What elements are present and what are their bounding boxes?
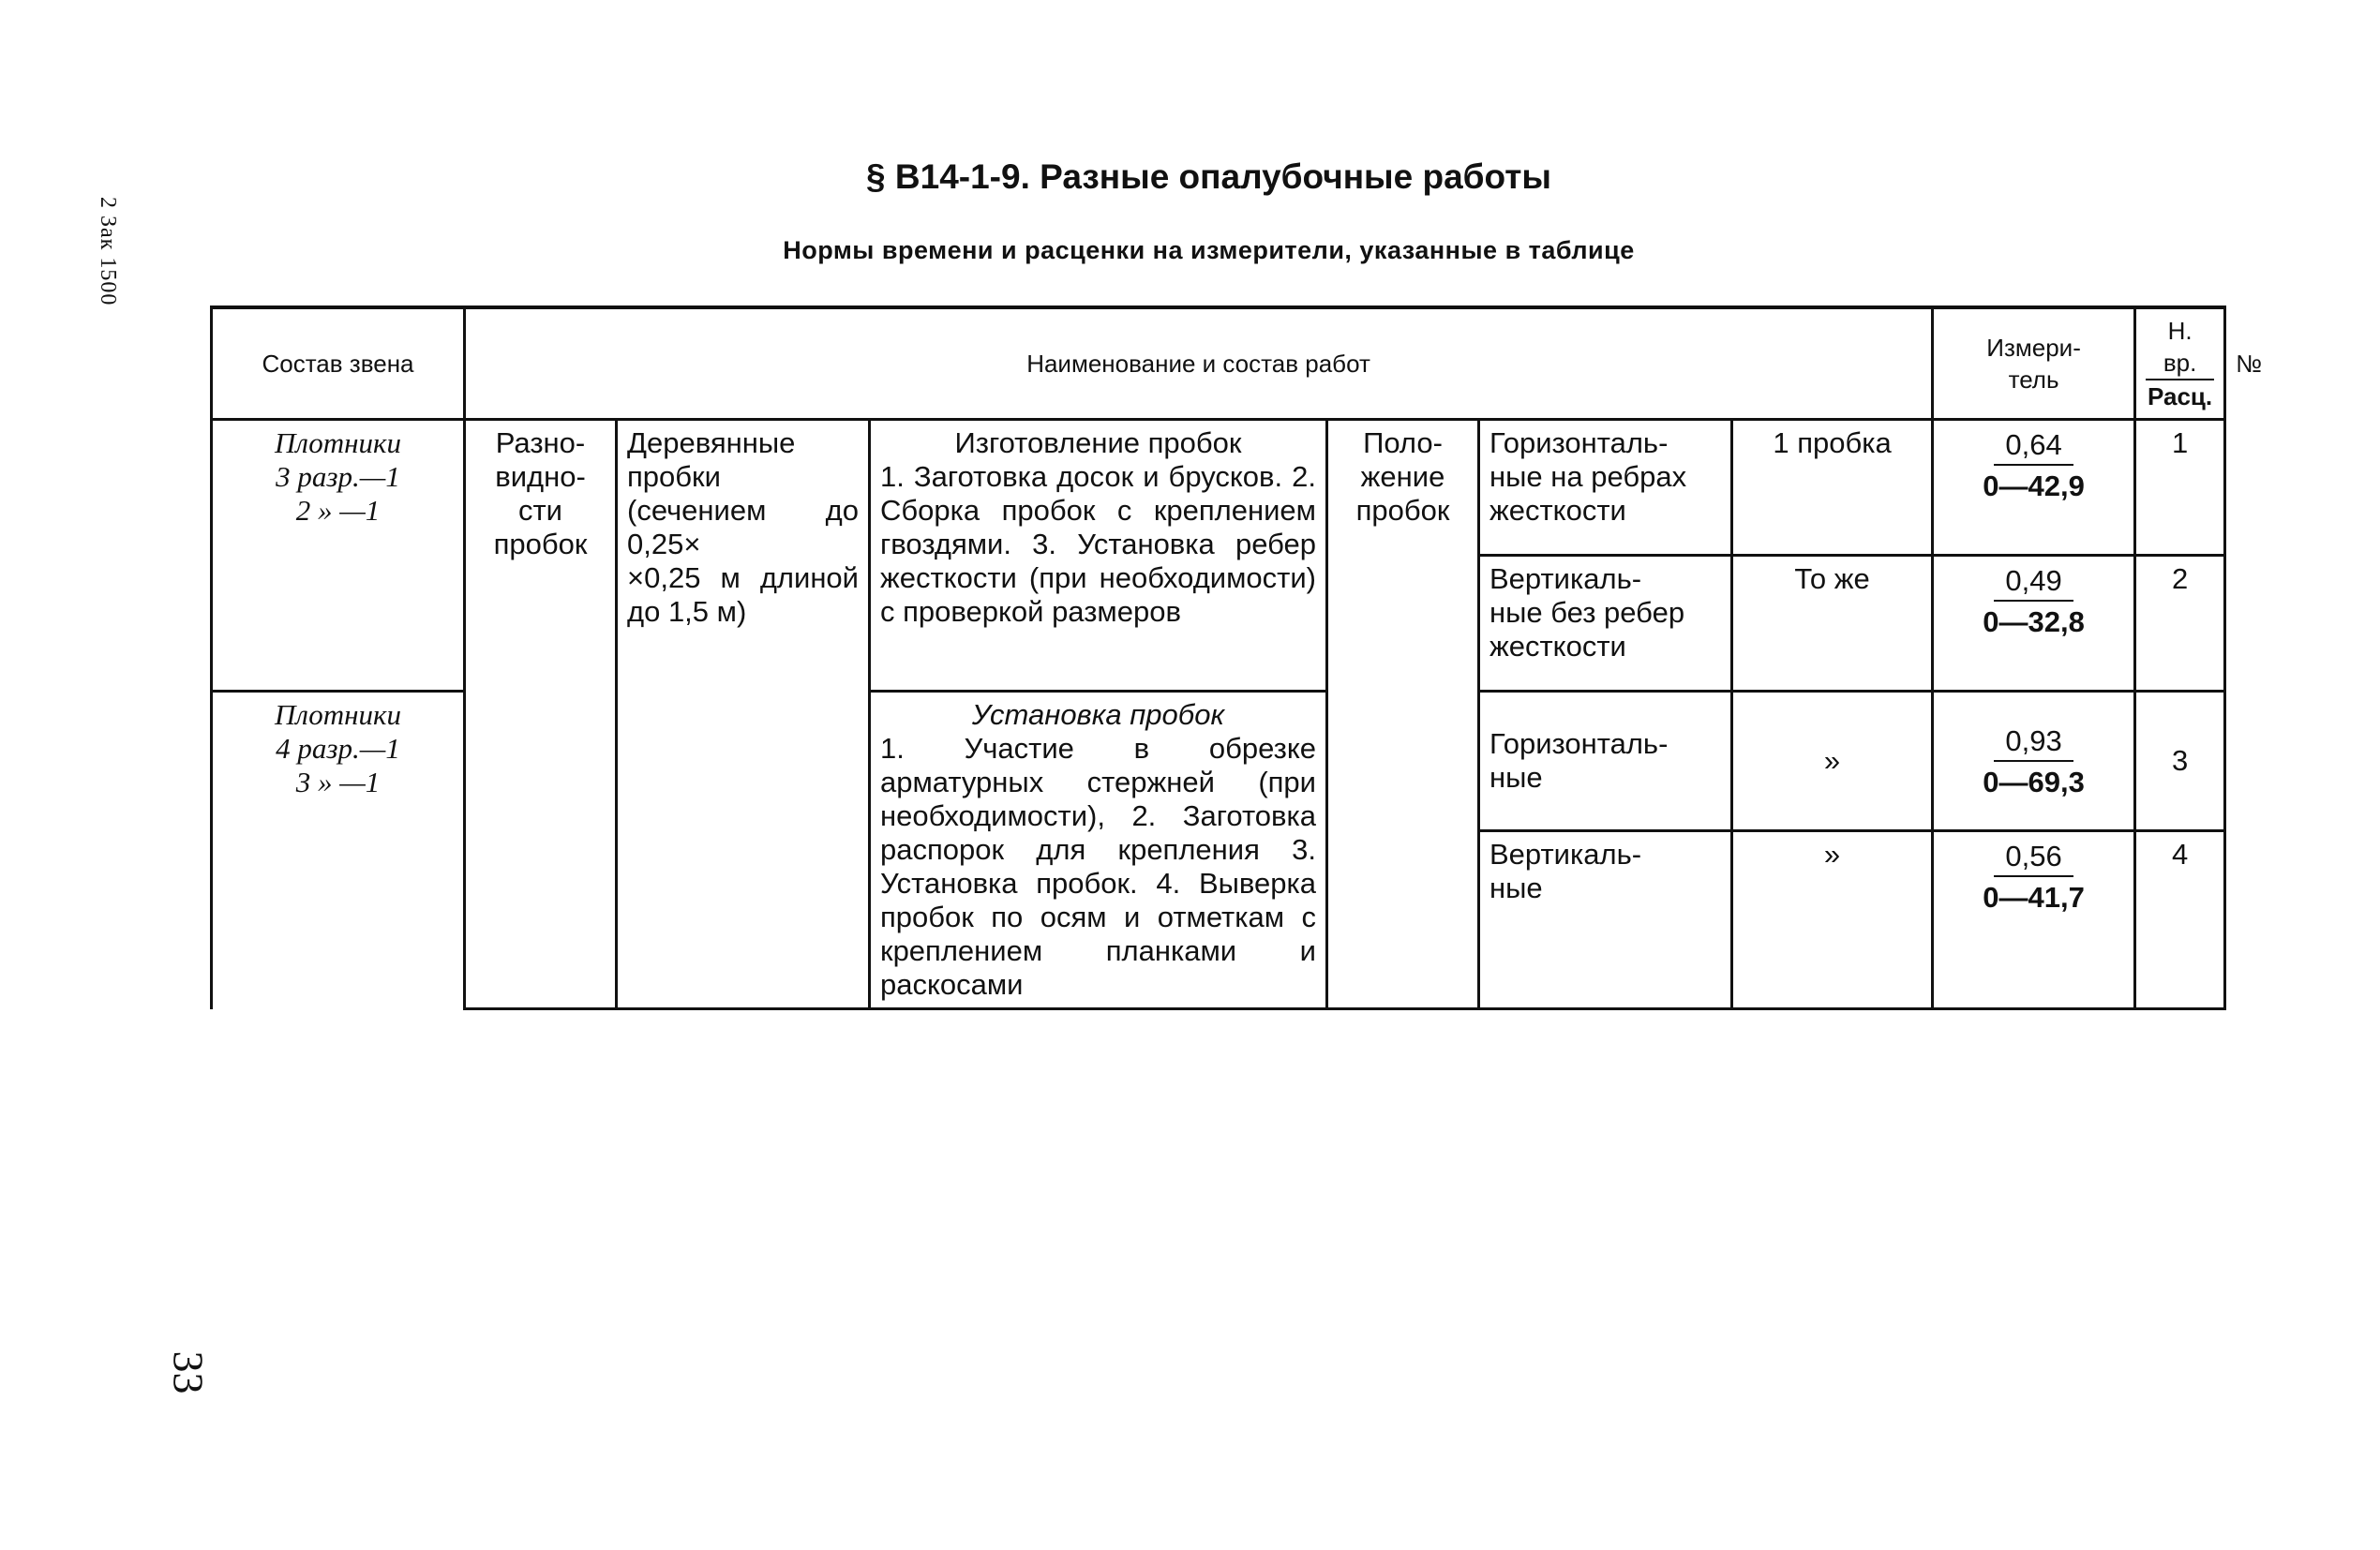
rate-cell-3: [1933, 692, 2135, 831]
price-2: 0—32,8: [1983, 605, 2085, 638]
unit-cell-2: То же: [1732, 556, 1933, 692]
op-manufacture-text: 1. Заготовка досок и брусков. 2. Сборка пробок с креплением гвоздями. 3. Установка ребер жесткости (при необходимости) с проверкой размеров: [880, 460, 1316, 628]
page-number: 33: [164, 1350, 213, 1394]
price-3: 0—69,3: [1983, 765, 2085, 798]
header-work: Наименование и состав работ: [465, 307, 1933, 420]
unit-cell-1: 1 пробка: [1732, 420, 1933, 556]
norms-table: [210, 306, 2262, 1010]
row-number-4: 4: [2135, 830, 2225, 1008]
table-header-row: Состав звена Наименование и состав работ Измери- тель Н. вр. Расц. №: [212, 307, 2225, 420]
price-4: 0—41,7: [1983, 880, 2085, 914]
header-unit: Измери- тель: [1933, 307, 2135, 420]
op-install-text: 1. Участие в обрезке арматурных стержней (при необходимости), 2. Заготовка распорок для крепления 3. Установка пробок. 4. Выверка пробок по осям и отметкам с креплением планками и раскосами: [880, 732, 1316, 1001]
position-cell-4: Вертикаль- ные: [1479, 830, 1732, 1008]
unit-cell-3: »: [1732, 692, 1933, 831]
row-number-2: 2: [2135, 556, 2225, 692]
header-rate-time: Н. вр.: [2146, 315, 2214, 380]
op-manufacture-cell: [870, 420, 1327, 692]
position-cell-2: Вертикаль- ные без ребер жесткости: [1479, 556, 1732, 692]
row-number-3: 3: [2135, 692, 2225, 831]
op-install-title: Установка пробок: [971, 698, 1225, 731]
crew-cell-2: Плотники 4 разр.—1 3 » —1: [212, 692, 465, 1009]
time-norm-3: 0,93: [1994, 723, 2073, 762]
op-manufacture-title: Изготовление пробок: [954, 426, 1242, 459]
header-rate: [2135, 307, 2225, 420]
price-1: 0—42,9: [1983, 469, 2085, 502]
margin-note: 2 Зак 1500: [96, 197, 120, 306]
crew-cell-1: Плотники 3 разр.—1 2 » —1: [212, 420, 465, 692]
rate-cell-4: [1933, 830, 2135, 1008]
rate-cell-1: [1933, 420, 2135, 556]
position-cell-1: Горизонталь- ные на ребрах жесткости: [1479, 420, 1732, 556]
position-cell-3: Горизонталь- ные: [1479, 692, 1732, 831]
row-number-1: 1: [2135, 420, 2225, 556]
plug-desc-cell: Деревянные пробки (сечением до 0,25× ×0,25 м длиной до 1,5 м): [617, 420, 870, 1009]
rate-cell-2: [1933, 556, 2135, 692]
position-label-cell: Поло- жение пробок: [1327, 420, 1479, 1009]
table-row: [212, 420, 2225, 556]
page-subtitle: Нормы времени и расценки на измерители, указанные в таблице: [783, 236, 1635, 264]
time-norm-4: 0,56: [1994, 838, 2073, 877]
unit-cell-4: »: [1732, 830, 1933, 1008]
time-norm-1: 0,64: [1994, 426, 2073, 466]
page-title: § В14-1-9. Разные опалубочные работы: [866, 157, 1551, 196]
header-crew: Состав звена: [212, 307, 465, 420]
op-install-cell: [870, 692, 1327, 1009]
type-label-cell: Разно- видно- сти пробок: [465, 420, 617, 1009]
header-rate-price: Расц.: [2147, 382, 2213, 410]
time-norm-2: 0,49: [1994, 562, 2073, 602]
